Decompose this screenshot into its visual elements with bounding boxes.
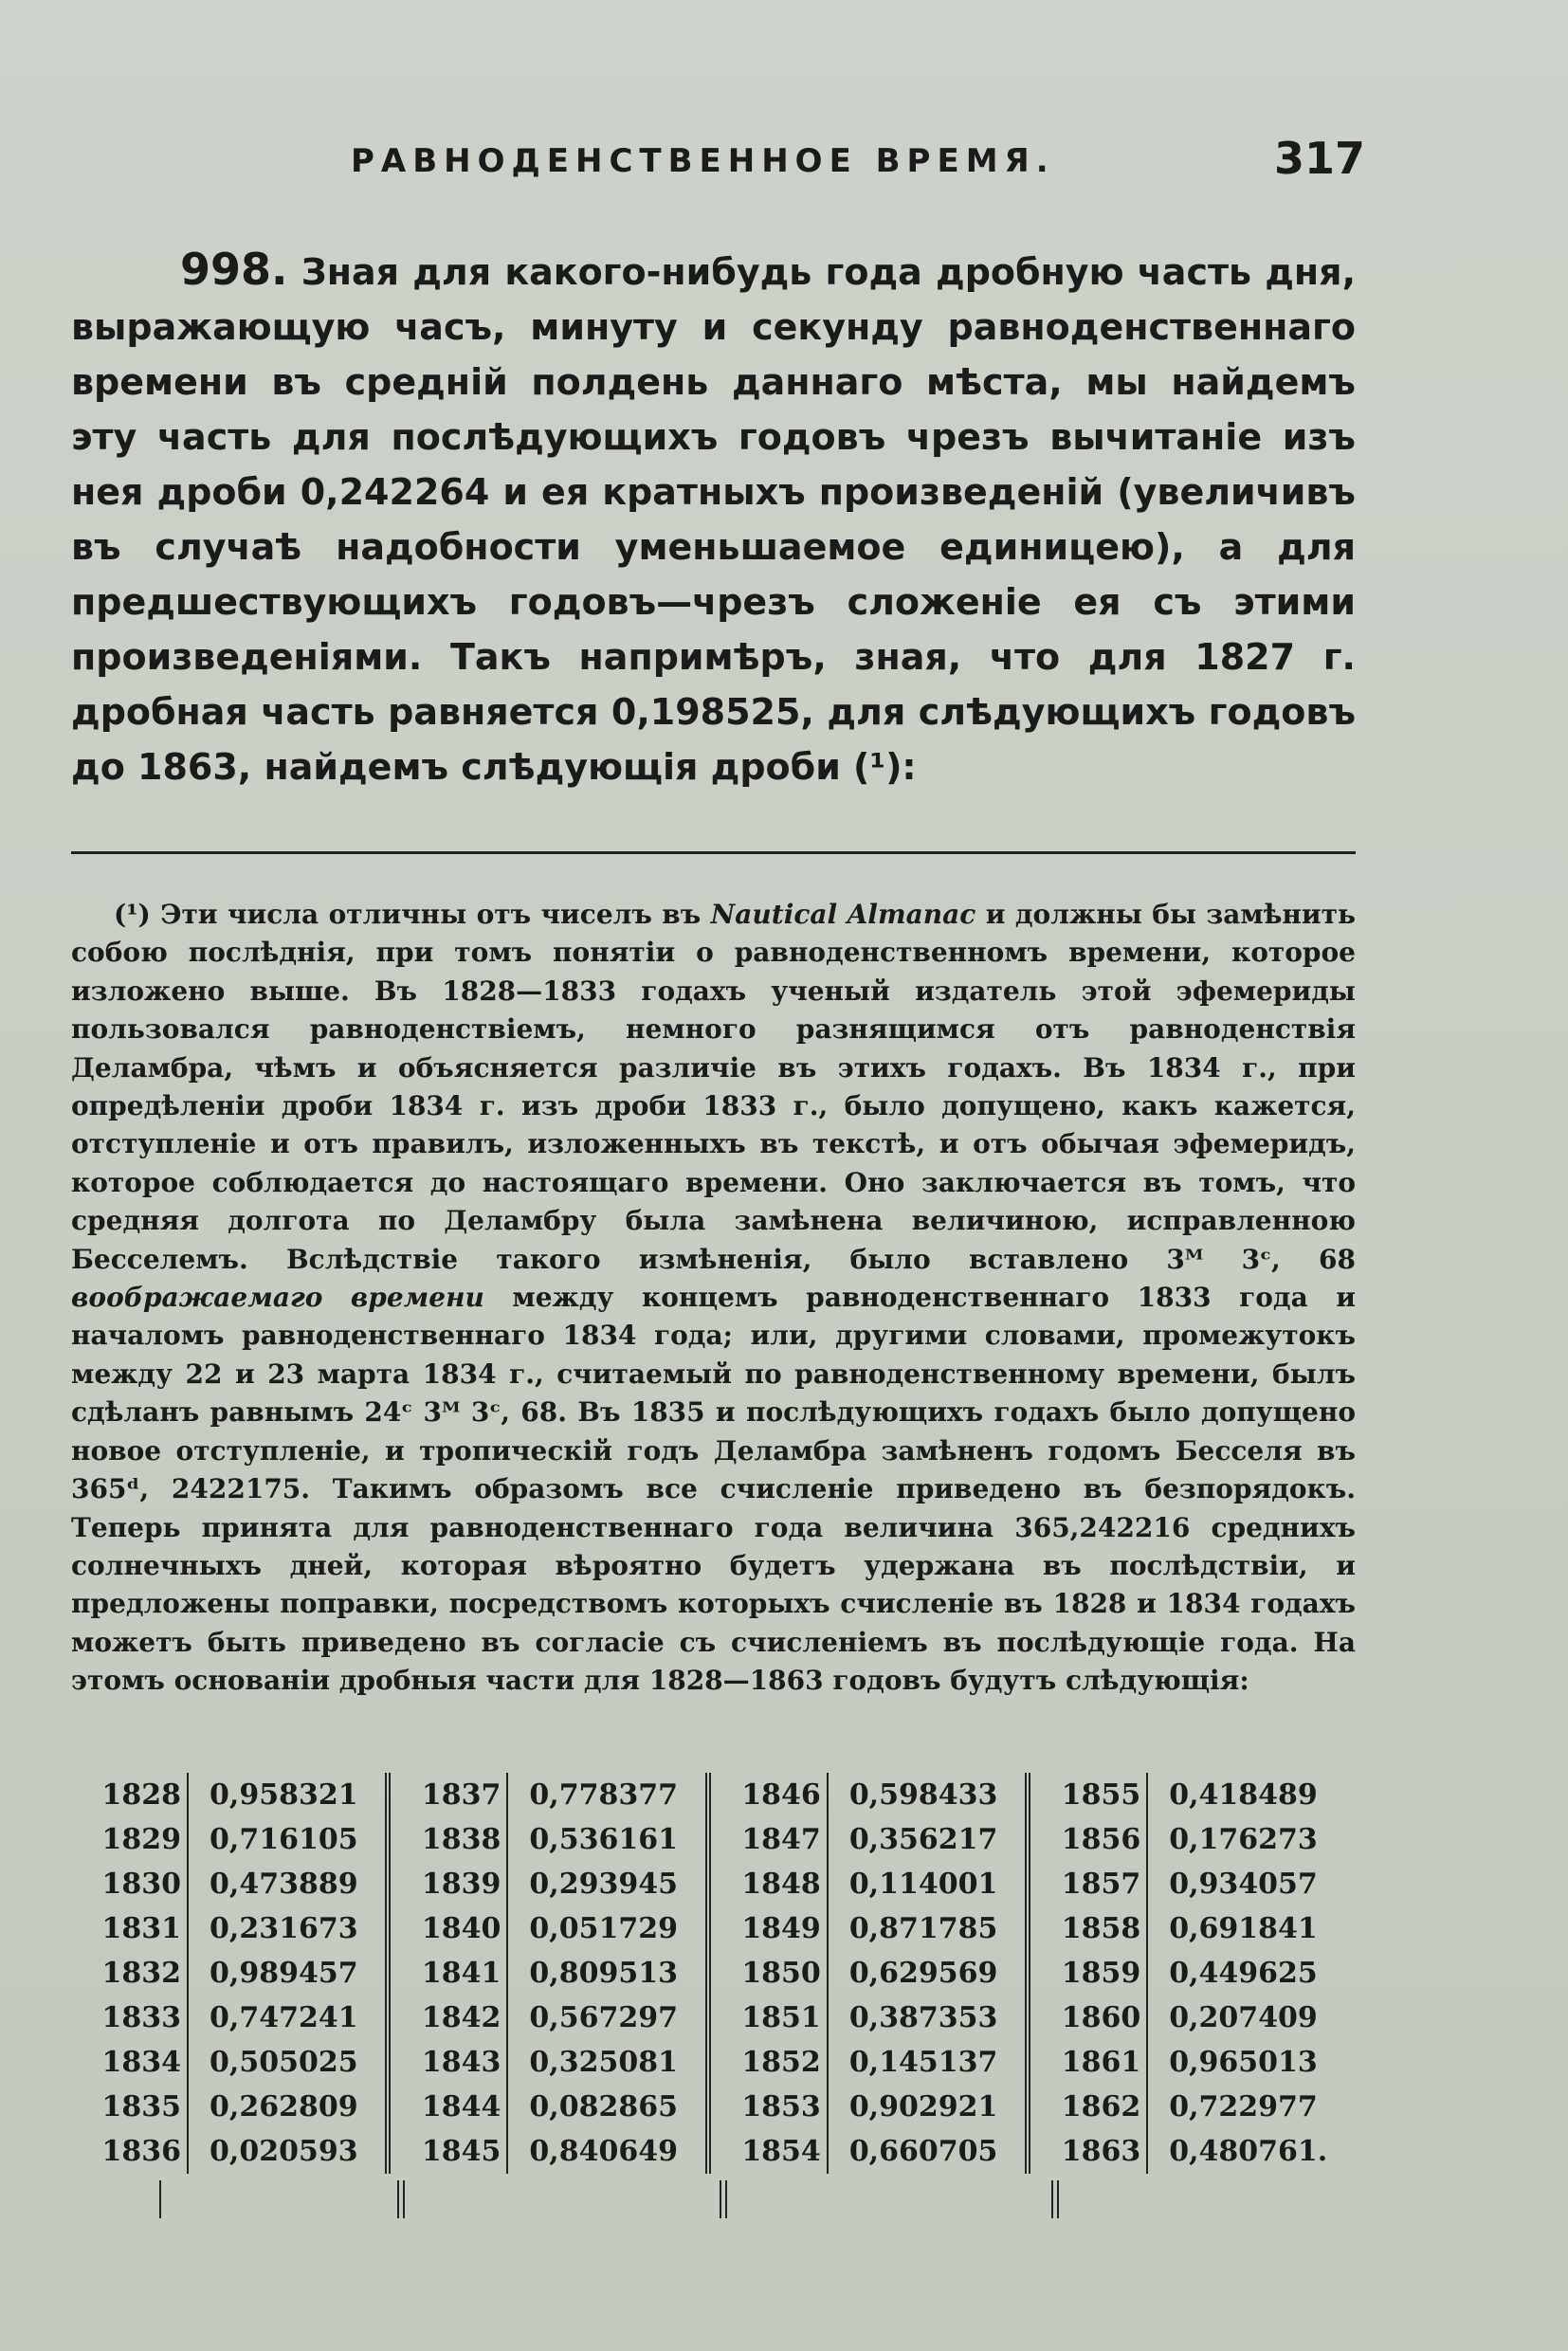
year-cell: 1841 bbox=[388, 1951, 507, 1996]
year-cell: 1856 bbox=[1028, 1817, 1147, 1862]
year-cell: 1828 bbox=[71, 1773, 188, 1817]
fraction-cell: 0,262809 bbox=[188, 2085, 388, 2129]
table-row bbox=[71, 1862, 1356, 1906]
fraction-cell: 0,965013 bbox=[1169, 2046, 1318, 2079]
fraction-cell: 0,598433 bbox=[828, 1773, 1028, 1817]
paragraph-text: Зная для какого-нибудь года дробную часть дня, выражающую часъ, минуту и секунду равноденственнаго времени въ средній полдень даннаго мѣста, мы найдемъ эту часть для послѣдующихъ годовъ чрезъ вычитаніе изъ нея дроби 0,242264 и ея кратныхъ произведеній (увеличивъ въ случаѣ надобности уменьшаемое единицею), а для предшествующихъ годовъ—чрезъ сложеніе ея съ этими произведеніями. Такъ напримѣръ, зная, что для 1827 г. дробная часть равняется 0,198525, для слѣдующихъ годовъ до 1863, найдемъ слѣдующія дроби (¹): bbox=[71, 251, 1357, 788]
page-number: 317 bbox=[1273, 133, 1365, 184]
fraction-cell: 0,778377 bbox=[507, 1773, 707, 1817]
year-cell: 1837 bbox=[388, 1773, 507, 1817]
year-cell: 1840 bbox=[388, 1906, 507, 1951]
year-cell: 1831 bbox=[71, 1906, 188, 1951]
year-cell: 1834 bbox=[71, 2040, 188, 2085]
year-cell: 1862 bbox=[1028, 2085, 1147, 2129]
footnote-text-middle: и должны бы замѣнить собою послѣднія, при томъ понятіи о равноденственномъ времени, которое изложено выше. Въ 1828—1833 годахъ ученый издатель этой эфемериды пользовался равноденствіемъ, немного разнящимся отъ равноденствія Деламбра, чѣмъ и объясняется различіе въ этихъ годахъ. Въ 1834 г., при опредѣленіи дроби 1834 г. изъ дроби 1833 г., было допущено, какъ кажется, отступленіе и отъ правилъ, изложенныхъ въ текстѣ, и отъ обычая эфемеридъ, которое соблюдается до настоящаго времени. Оно заключается въ томъ, что средняя долгота по Деламбру была замѣнена величиною, исправленною Бесселемъ. Вслѣдствіе такого измѣненія, было вставлено 3ᴹ 3ᶜ, 68 bbox=[71, 899, 1357, 1275]
fraction-cell: 0,480761. bbox=[1169, 2135, 1328, 2168]
fraction-cell: 0,809513 bbox=[507, 1951, 707, 1996]
year-cell: 1838 bbox=[388, 1817, 507, 1862]
table-row bbox=[71, 2040, 1356, 2085]
fraction-cell: 0,231673 bbox=[188, 1906, 388, 1951]
year-cell: 1851 bbox=[708, 1996, 828, 2040]
year-cell: 1863 bbox=[1028, 2129, 1147, 2174]
fractions-table-body bbox=[71, 1773, 1356, 2174]
fraction-cell: 0,660705 bbox=[828, 2129, 1028, 2174]
year-cell: 1843 bbox=[388, 2040, 507, 2085]
fraction-cell: 0,293945 bbox=[507, 1862, 707, 1906]
fraction-cell: 0,567297 bbox=[507, 1996, 707, 2040]
year-cell: 1850 bbox=[708, 1951, 828, 1996]
year-cell: 1829 bbox=[71, 1817, 188, 1862]
year-cell: 1849 bbox=[708, 1906, 828, 1951]
footnote-divider bbox=[71, 851, 1356, 854]
fraction-cell: 0,207409 bbox=[1169, 2001, 1318, 2034]
fraction-cell: 0,325081 bbox=[507, 2040, 707, 2085]
year-cell: 1830 bbox=[71, 1862, 188, 1906]
year-cell: 1857 bbox=[1028, 1862, 1147, 1906]
year-cell: 1858 bbox=[1028, 1906, 1147, 1951]
footnote bbox=[71, 896, 1356, 1701]
fractions-table-wrapper bbox=[71, 1773, 1356, 2218]
year-cell: 1853 bbox=[708, 2085, 828, 2129]
table-row bbox=[71, 1817, 1356, 1862]
year-cell: 1846 bbox=[708, 1773, 828, 1817]
fraction-cell: 0,051729 bbox=[507, 1906, 707, 1951]
fraction-cell: 0,082865 bbox=[507, 2085, 707, 2129]
main-paragraph bbox=[71, 242, 1356, 794]
table-row bbox=[71, 1773, 1356, 1817]
fraction-cell: 0,356217 bbox=[828, 1817, 1028, 1862]
fraction-cell: 0,902921 bbox=[828, 2085, 1028, 2129]
year-cell: 1861 bbox=[1028, 2040, 1147, 2085]
year-cell: 1854 bbox=[708, 2129, 828, 2174]
footnote-text-after: между концемъ равноденственнаго 1833 года и началомъ равноденственнаго 1834 года; или, другими словами, промежутокъ между 22 и 23 марта 1834 г., считаемый по равноденственному времени, былъ сдѣланъ равнымъ 24ᶜ 3ᴹ 3ᶜ, 68. Въ 1835 и послѣдующихъ годахъ было допущено новое отступленіе, и тропическій годъ Деламбра замѣненъ годомъ Бесселя въ 365ᵈ, 2422175. Такимъ образомъ все счисленіе приведено въ безпорядокъ. Теперь принята для равноденственнаго года величина 365,242216 среднихъ солнечныхъ дней, которая вѣроятно будетъ удержана въ послѣдствіи, и предложены поправки, посредствомъ которыхъ счисленіе въ 1828 и 1834 годахъ можетъ быть приведено въ согласіе съ счисленіемъ въ послѣдующіе года. На этомъ основаніи дробныя части для 1828—1863 годовъ будутъ слѣдующія: bbox=[71, 1282, 1356, 1697]
table-row bbox=[71, 1996, 1356, 2040]
fraction-cell: 0,020593 bbox=[188, 2129, 388, 2174]
fraction-cell: 0,716105 bbox=[188, 1817, 388, 1862]
year-cell: 1842 bbox=[388, 1996, 507, 2040]
footnote-emphasis: воображаемаго времени bbox=[71, 1282, 484, 1314]
year-cell: 1847 bbox=[708, 1817, 828, 1862]
footnote-source-title: Nautical Almanac bbox=[710, 899, 976, 930]
fraction-cell: 0,840649 bbox=[507, 2129, 707, 2174]
fraction-cell: 0,449625 bbox=[1169, 1957, 1318, 1990]
fractions-table bbox=[71, 1773, 1356, 2174]
fraction-cell: 0,722977 bbox=[1169, 2090, 1318, 2123]
fraction-cell: 0,473889 bbox=[188, 1862, 388, 1906]
fraction-cell: 0,418489 bbox=[1169, 1778, 1318, 1812]
year-cell: 1848 bbox=[708, 1862, 828, 1906]
running-title: РАВНОДЕНСТВЕННОЕ ВРЕМЯ. bbox=[351, 142, 1055, 180]
table-tail bbox=[71, 2180, 1356, 2218]
fraction-cell: 0,958321 bbox=[188, 1773, 388, 1817]
year-cell: 1839 bbox=[388, 1862, 507, 1906]
fraction-cell: 0,505025 bbox=[188, 2040, 388, 2085]
fraction-cell: 0,387353 bbox=[828, 1996, 1028, 2040]
page-header bbox=[351, 133, 1365, 190]
year-cell: 1860 bbox=[1028, 1996, 1147, 2040]
table-rule-extensions bbox=[71, 2180, 1356, 2218]
footnote-text-before: Эти числа отличны отъ чиселъ въ bbox=[160, 899, 702, 930]
year-cell: 1845 bbox=[388, 2129, 507, 2174]
fraction-cell: 0,747241 bbox=[188, 1996, 388, 2040]
fraction-cell: 0,629569 bbox=[828, 1951, 1028, 1996]
fraction-cell: 0,536161 bbox=[507, 1817, 707, 1862]
year-cell: 1832 bbox=[71, 1951, 188, 1996]
table-row bbox=[71, 1906, 1356, 1951]
year-cell: 1835 bbox=[71, 2085, 188, 2129]
fraction-cell: 0,934057 bbox=[1169, 1868, 1318, 1901]
fraction-cell: 0,176273 bbox=[1169, 1823, 1318, 1856]
fraction-cell: 0,145137 bbox=[828, 2040, 1028, 2085]
table-row bbox=[71, 2129, 1356, 2174]
paragraph-number: 998. bbox=[180, 244, 288, 295]
year-cell: 1859 bbox=[1028, 1951, 1147, 1996]
table-row bbox=[71, 2085, 1356, 2129]
year-cell: 1844 bbox=[388, 2085, 507, 2129]
footnote-marker: (¹) bbox=[114, 899, 151, 930]
fraction-cell: 0,691841 bbox=[1169, 1912, 1318, 1945]
fraction-cell: 0,114001 bbox=[828, 1862, 1028, 1906]
year-cell: 1852 bbox=[708, 2040, 828, 2085]
year-cell: 1833 bbox=[71, 1996, 188, 2040]
fraction-cell: 0,989457 bbox=[188, 1951, 388, 1996]
year-cell: 1836 bbox=[71, 2129, 188, 2174]
year-cell: 1855 bbox=[1028, 1773, 1147, 1817]
table-row bbox=[71, 1951, 1356, 1996]
fraction-cell: 0,871785 bbox=[828, 1906, 1028, 1951]
